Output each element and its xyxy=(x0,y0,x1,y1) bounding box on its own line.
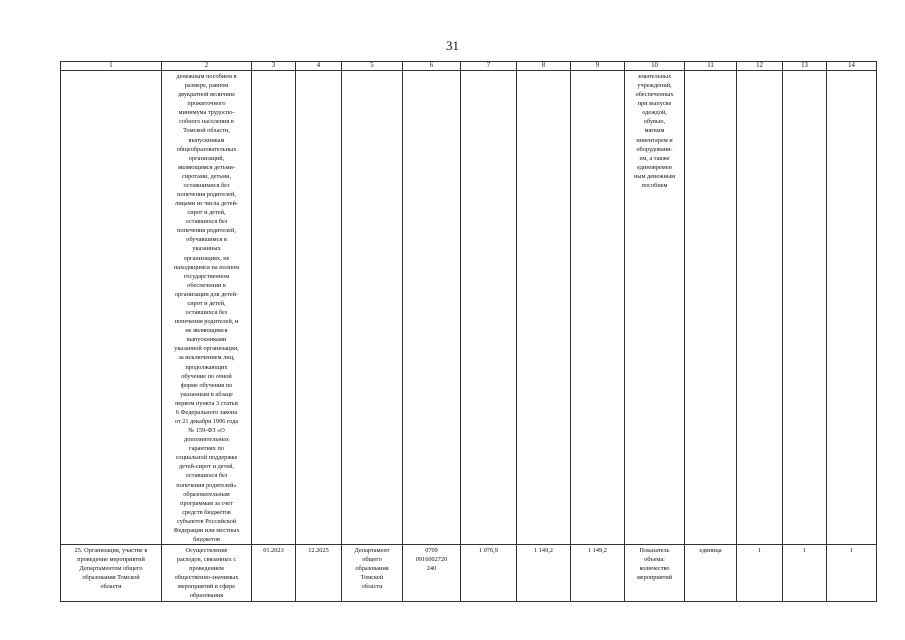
column-header: 10 xyxy=(625,62,685,71)
table-cell: Осуществление расходов, связанных с проведением общественно-значимых мероприятий в сфере образования xyxy=(162,545,252,601)
table-cell: 25. Организация, участие в проведение мероприятий Департаментом общего образования Томской области xyxy=(61,545,162,601)
table-cell xyxy=(783,71,827,545)
table-cell: 1 xyxy=(737,545,783,601)
column-header: 3 xyxy=(252,62,296,71)
column-header: 9 xyxy=(571,62,625,71)
table-cell: Департамент общего образования Томской области xyxy=(342,545,403,601)
column-header: 6 xyxy=(403,62,461,71)
column-header: 5 xyxy=(342,62,403,71)
column-header: 11 xyxy=(685,62,737,71)
table-cell: 1 076,9 xyxy=(461,545,517,601)
table-cell xyxy=(685,71,737,545)
column-header: 7 xyxy=(461,62,517,71)
table-cell xyxy=(737,71,783,545)
column-header: 13 xyxy=(783,62,827,71)
column-header: 8 xyxy=(517,62,571,71)
column-header: 2 xyxy=(162,62,252,71)
table-cell xyxy=(403,71,461,545)
column-number-row xyxy=(61,62,877,71)
table-cell xyxy=(827,71,877,545)
table-cell: Показатель объема: количество мероприятий xyxy=(625,545,685,601)
table-cell xyxy=(296,71,342,545)
table-cell xyxy=(517,71,571,545)
column-header: 1 xyxy=(61,62,162,71)
table-cell xyxy=(571,71,625,545)
page-number: 31 xyxy=(446,38,459,53)
table-cell xyxy=(461,71,517,545)
table-cell: зовательных учреждений, обеспеченных при выпуске одеждой, обувью, мягким инвентарем и оборудовани- ем, а также единовремен ным денежным пособием xyxy=(625,71,685,545)
table-cell: 1 xyxy=(783,545,827,601)
table-cell xyxy=(342,71,403,545)
table-cell xyxy=(252,71,296,545)
column-header: 12 xyxy=(737,62,783,71)
column-header: 4 xyxy=(296,62,342,71)
table-cell: 1 149,2 xyxy=(517,545,571,601)
table-cell: денежным пособием в размере, равном двукратной величине прожиточного минимума трудоспо- собного населения в Томской области, выпускникам общеобразовательных организаций, являющимся детьми- сиротами, детьми, оставшимися без попечения родителей, лицами из числа детей- сирот и детей, оставшихся без попечения родителей, обучавшимся в указанных организациях, не находящимся на полном государственном обеспечении в организации для детей- сирот и детей, оставшихся без попечения родителей, и не являющимся выпускниками указанной организации, за исключением лиц, продолжающих обучение по очной форме обучения по указанным в абзаце первом пункта 3 статьи 6 Федерального закона от 21 декабря 1996 года № 159-ФЗ «О дополнительных гарантиях по социальной поддержке детей-сирот и детей, оставшихся без попечения родителей» образовательным программам за счет средств бюджетов субъектов Российской Федерации или местных бюджетов xyxy=(162,71,252,545)
table-cell: 1 xyxy=(827,545,877,601)
column-header: 14 xyxy=(827,62,877,71)
table-cell: 12.2025 xyxy=(296,545,342,601)
program-table xyxy=(60,61,877,602)
table-cell: 0709 0916002720 240 xyxy=(403,545,461,601)
table-cell: единица xyxy=(685,545,737,601)
table-cell: 01.2023 xyxy=(252,545,296,601)
table-row xyxy=(61,71,877,545)
table-cell xyxy=(61,71,162,545)
table-row xyxy=(61,545,877,601)
table-cell: 1 149,2 xyxy=(571,545,625,601)
